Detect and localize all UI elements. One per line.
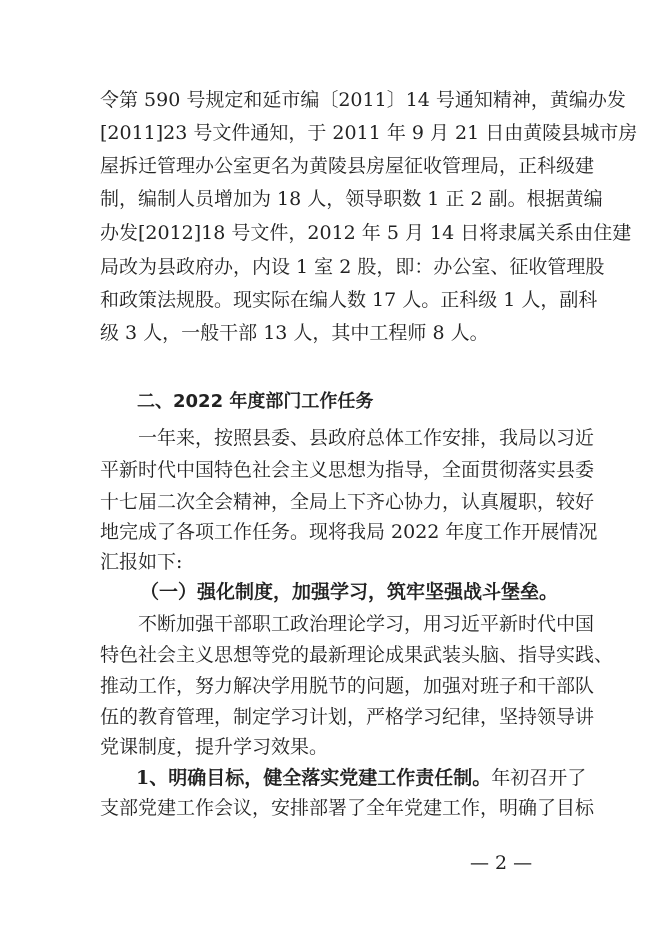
text-line: 和政策法规股。现实际在编人数 17 人。正科级 1 人，副科 bbox=[100, 289, 598, 311]
text-line: 支部党建工作会议，安排部署了全年党建工作，明确了目标 bbox=[100, 797, 595, 819]
item-1-heading: 1、明确目标，健全落实党建工作责任制。 bbox=[136, 767, 492, 789]
text-line: 伍的教育管理，制定学习计划，严格学习纪律，坚持领导讲 bbox=[100, 706, 595, 728]
text-line: 汇报如下: bbox=[100, 551, 183, 573]
text-line: 制，编制人员增加为 18 人，领导职数 1 正 2 副。根据黄编 bbox=[100, 188, 603, 210]
item-1-line bbox=[136, 766, 587, 790]
text-line: 平新时代中国特色社会主义思想为指导，全面贯彻落实县委 bbox=[100, 459, 595, 481]
text-line: 特色社会主义思想等党的最新理论成果武装头脑、指导实践、 bbox=[100, 644, 614, 666]
text-line: 不断加强干部职工政治理论学习，用习近平新时代中国 bbox=[138, 613, 595, 635]
text-line: 屋拆迁管理办公室更名为黄陵县房屋征收管理局，正科级建 bbox=[100, 155, 595, 177]
text-line: 令第 590 号规定和延市编〔2011〕14 号通知精神，黄编办发 bbox=[100, 89, 626, 111]
page-number: — 2 — bbox=[470, 852, 533, 874]
item-1-text: 年初召开了 bbox=[491, 767, 587, 789]
text-line: 级 3 人，一般干部 13 人，其中工程师 8 人。 bbox=[100, 322, 489, 344]
section-heading: 二、2022 年度部门工作任务 bbox=[137, 391, 374, 412]
text-line: 一年来，按照县委、县政府总体工作安排，我局以习近 bbox=[138, 427, 595, 449]
text-line: 地完成了各项工作任务。现将我局 2022 年度工作开展情况 bbox=[100, 521, 598, 543]
text-line: 办发[2012]18 号文件，2012 年 5 月 14 日将隶属关系由住建 bbox=[100, 222, 632, 244]
text-line: 推动工作，努力解决学用脱节的问题，加强对班子和干部队 bbox=[100, 675, 595, 697]
text-line: [2011]23 号文件通知，于 2011 年 9 月 21 日由黄陵县城市房 bbox=[100, 122, 638, 144]
text-line: 党课制度，提升学习效果。 bbox=[100, 736, 329, 758]
text-line: 十七届二次全会精神，全局上下齐心协力，认真履职，较好 bbox=[100, 491, 595, 513]
subheading: （一）强化制度，加强学习，筑牢坚强战斗堡垒。 bbox=[140, 581, 559, 603]
text-line: 局改为县政府办，内设 1 室 2 股，即：办公室、征收管理股 bbox=[100, 256, 605, 278]
